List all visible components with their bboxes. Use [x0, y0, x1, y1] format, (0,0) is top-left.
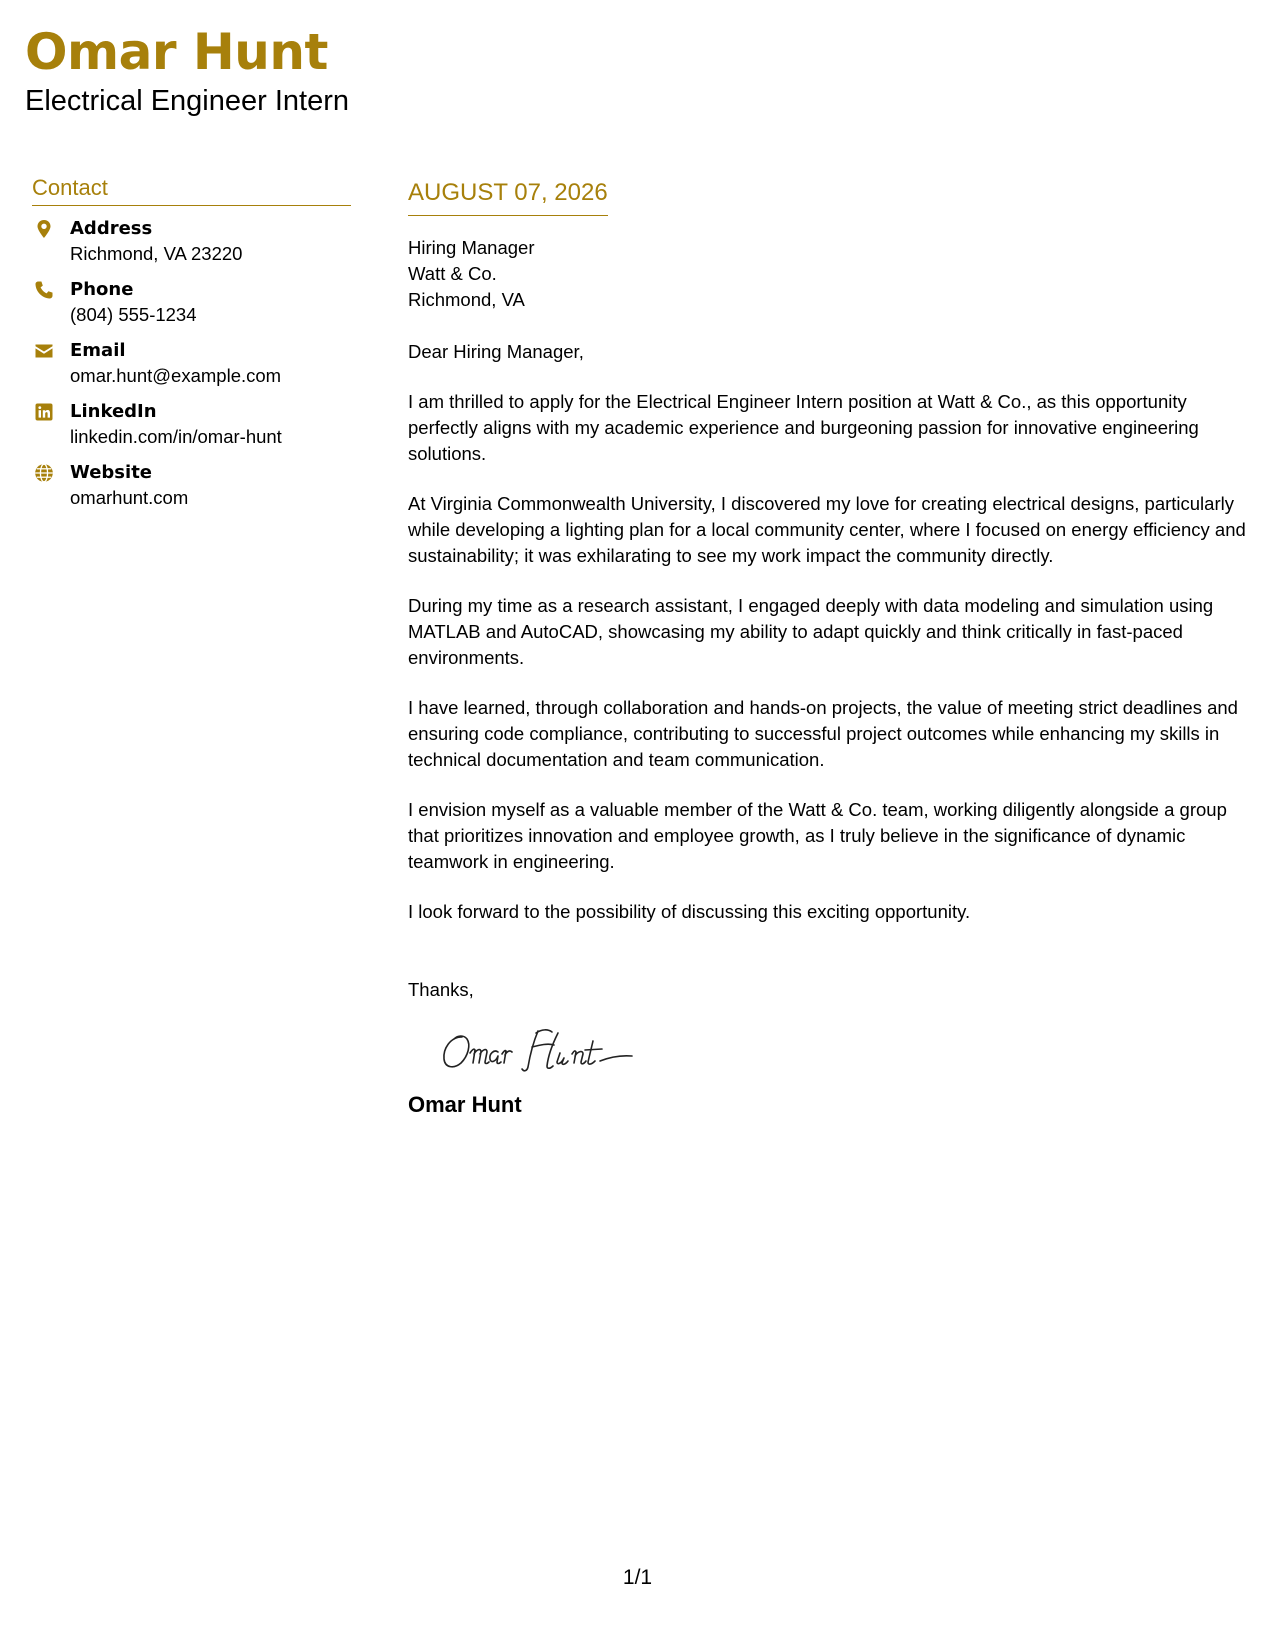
contact-item-website: [32, 461, 351, 511]
body-paragraph: I envision myself as a valuable member of the Watt & Co. team, working diligently alongside a group that prioritizes innovation and employee growth, as I truly believe in the significance of dynamic teamwork in engineering.: [408, 799, 1227, 872]
phone-label: Phone: [70, 279, 134, 300]
body-paragraph: I have learned, through collaboration and hands-on projects, the value of meeting strict deadlines and ensuring code compliance, contributing to successful project outcomes while enhancing my skills in technical documentation and team communication.: [408, 697, 1238, 770]
email-value: omar.hunt@example.com: [70, 365, 282, 386]
handwritten-signature: [440, 1023, 640, 1077]
contact-sidebar: [32, 174, 351, 522]
website-label: Website: [70, 462, 153, 483]
recipient-block: [408, 235, 1253, 313]
contact-item-linkedin: [32, 400, 351, 450]
header: [25, 22, 349, 118]
email-label: Email: [70, 340, 126, 361]
job-title: Electrical Engineer Intern: [25, 85, 349, 117]
address-value: Richmond, VA 23220: [70, 243, 243, 264]
closing: Thanks,: [408, 979, 474, 1000]
linkedin-value: linkedin.com/in/omar-hunt: [70, 426, 282, 447]
body-paragraph: At Virginia Commonwealth University, I discovered my love for creating electrical designs, particularly while developing a lighting plan for a local community center, where I focused on energy efficiency and sustainability; it was exhilarating to see my work impact the community directly.: [408, 493, 1246, 566]
applicant-name: Omar Hunt: [25, 23, 328, 81]
body-paragraph: I look forward to the possibility of discussing this exciting opportunity.: [408, 901, 971, 922]
envelope-icon: [34, 341, 54, 361]
recipient-line: Hiring Manager: [408, 237, 535, 258]
contact-item-email: [32, 339, 351, 389]
address-label: Address: [70, 218, 153, 239]
letter-body: [408, 178, 1253, 1119]
page-number: 1/1: [622, 1566, 653, 1589]
globe-icon: [34, 463, 54, 483]
salutation: Dear Hiring Manager,: [408, 341, 584, 362]
phone-value: (804) 555-1234: [70, 304, 197, 325]
recipient-line: Watt & Co.: [408, 263, 497, 284]
body-paragraph: I am thrilled to apply for the Electrical Engineer Intern position at Watt & Co., as this opportunity perfectly aligns with my academic experience and burgeoning passion for innovative engineering solutions.: [408, 391, 1199, 464]
recipient-line: Richmond, VA: [408, 289, 525, 310]
website-value: omarhunt.com: [70, 487, 189, 508]
letter-date-block: [408, 178, 608, 216]
letter-date: AUGUST 07, 2026: [408, 179, 608, 206]
map-pin-icon: [34, 219, 54, 239]
contact-item-address: [32, 217, 351, 267]
contact-heading: Contact: [32, 174, 351, 206]
signer-name: Omar Hunt: [408, 1092, 522, 1117]
body-paragraph: During my time as a research assistant, I engaged deeply with data modeling and simulation using MATLAB and AutoCAD, showcasing my ability to adapt quickly and think critically in fast-paced environments.: [408, 595, 1214, 668]
phone-icon: [34, 280, 54, 300]
contact-item-phone: [32, 278, 351, 328]
linkedin-label: LinkedIn: [70, 401, 157, 422]
linkedin-icon: [34, 402, 54, 422]
